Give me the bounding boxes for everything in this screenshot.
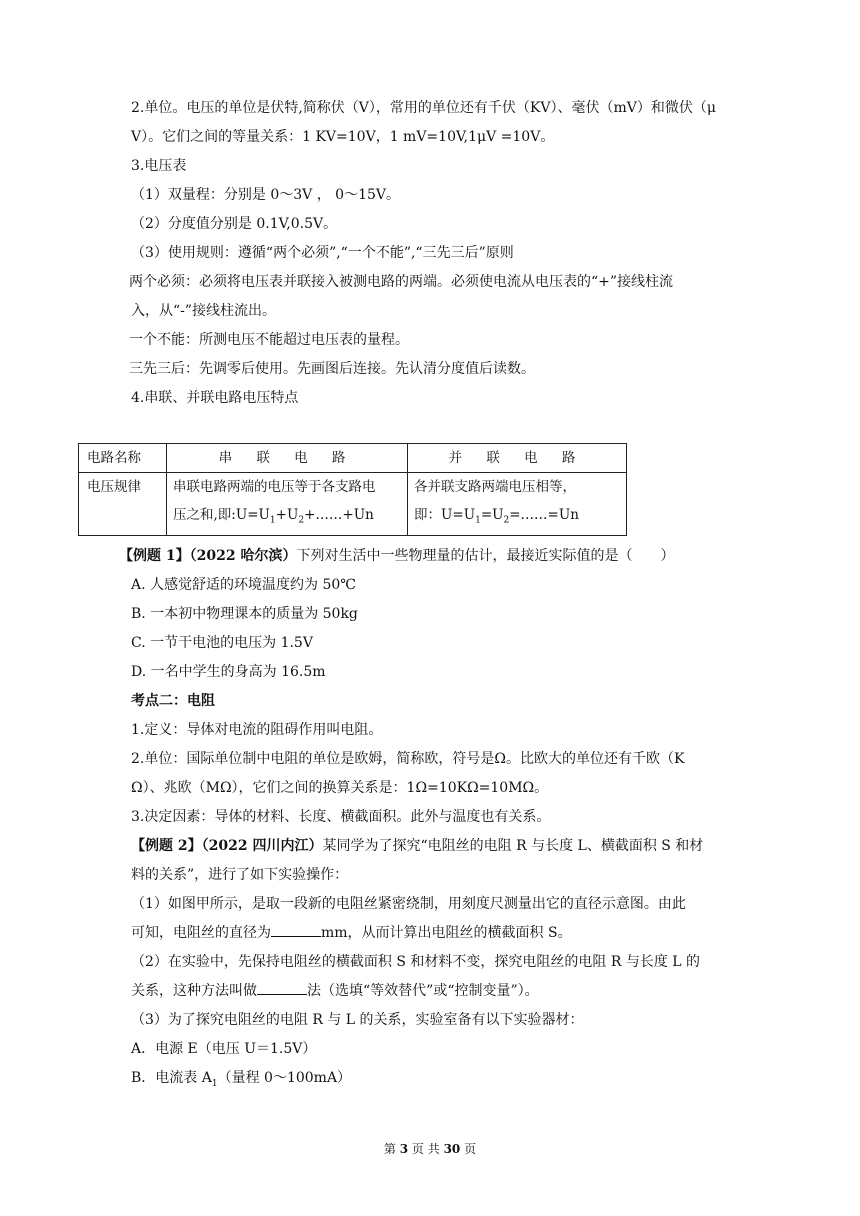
example1-option-c: C. 一节干电池的电压为 1.5V <box>131 635 313 651</box>
subscript-1: 1 <box>475 515 481 526</box>
voltmeter-division: （2）分度值分别是 0.1V,0.5V。 <box>131 216 338 232</box>
example2-q1-line1: （1）如图甲所示，是取一段新的电阻丝紧密绕制，用刻度尺测量出它的直径示意图。由此 <box>131 896 686 912</box>
item-b-text-b: （量程 0～100mA） <box>217 1070 352 1086</box>
voltage-unit-line1: 2.单位。电压的单位是伏特,简称伏（V），常用的单位还有千伏（KV）、毫伏（mV）和微伏（μ <box>131 100 716 116</box>
two-musts-line1: 两个必须：必须将电压表并联接入被测电路的两端。必须使电流从电压表的“+”接线柱流 <box>129 274 674 290</box>
parallel-rule-line1: 各并联支路两端电压相等， <box>414 479 576 495</box>
example1-tag: 【例题 1】（2022 哈尔滨） <box>119 548 297 564</box>
parallel-rule-cell <box>408 473 627 536</box>
footer-text-a: 第 <box>383 1142 396 1156</box>
series-formula-c: +……+Un <box>304 507 374 523</box>
footer-text-c: 页 <box>464 1142 477 1156</box>
example2-q2-line1: （2）在实验中，先保持电阻丝的横截面积 S 和材料不变，探究电阻丝的电阻 R 与长度 L 的 <box>131 954 701 970</box>
table-row-label: 电压规律 <box>79 473 167 536</box>
parallel-formula-b: =U <box>480 507 504 523</box>
resistance-factors: 3.决定因素：导体的材料、长度、横截面积。此外与温度也有关系。 <box>131 809 551 825</box>
footer-text-b: 页 共 <box>411 1142 440 1156</box>
two-musts-line2: 入，从“-”接线柱流出。 <box>131 303 277 319</box>
subscript-1: 1 <box>269 515 276 526</box>
table-header-parallel: 并 联 电 路 <box>408 444 627 473</box>
example1-option-d: D. 一名中学生的身高为 16.5m <box>131 664 326 680</box>
example2-q1-line2 <box>119 919 759 948</box>
example2-tag: 【例题 2】（2022 四川内江） <box>131 838 323 854</box>
equipment-item-b <box>119 1064 759 1099</box>
item-b-text-a: B．电流表 A <box>131 1070 212 1086</box>
resistance-unit-line2: Ω）、兆欧（MΩ），它们之间的换算关系是：1Ω=10KΩ=10MΩ。 <box>131 780 549 796</box>
voltmeter-title: 3.电压表 <box>131 158 187 174</box>
series-parallel-title: 4.串联、并联电路电压特点 <box>131 390 299 406</box>
series-rule-line2 <box>173 501 401 535</box>
q1-text-a: 可知，电阻丝的直径为 <box>131 925 271 941</box>
subscript-1: 1 <box>211 1078 218 1089</box>
q2-text-a: 关系，这种方法叫做 <box>131 983 257 999</box>
example1-text: 下列对生活中一些物理量的估计，最接近实际值的是（ ） <box>296 548 675 564</box>
voltmeter-rules: （3）使用规则：遵循“两个必须”,“一个不能”,“三先三后”原则 <box>131 245 514 261</box>
example2-q2-line2 <box>119 977 759 1006</box>
example1-question <box>119 542 759 571</box>
resistance-definition: 1.定义：导体对电流的阻碍作用叫电阻。 <box>131 722 383 738</box>
example2-intro-line2: 料的关系”，进行了如下实验操作： <box>131 867 349 883</box>
example2-intro: 某同学为了探究“电阻丝的电阻 R 与长度 L、横截面积 S 和材 <box>322 838 704 854</box>
voltage-section <box>131 94 731 413</box>
resistance-title: 考点二：电阻 <box>131 693 215 709</box>
q1-text-b: mm，从而计算出电阻丝的横截面积 S。 <box>321 925 572 941</box>
answer-blank <box>271 922 321 937</box>
subscript-2: 2 <box>503 515 510 526</box>
parallel-formula-c: =……=Un <box>509 507 579 523</box>
series-rule-cell <box>167 473 408 536</box>
page-number: 3 <box>399 1142 409 1156</box>
subscript-2: 2 <box>298 515 305 526</box>
example1-option-b: B. 一本初中物理课本的质量为 50kg <box>131 606 358 622</box>
resistance-unit-line1: 2.单位：国际单位制中电阻的单位是欧姆，简称欧，符号是Ω。比欧大的单位还有千欧（K <box>131 751 685 767</box>
example1-option-a: A. 人感觉舒适的环境温度约为 50℃ <box>131 577 356 593</box>
voltage-comparison-table <box>78 443 627 536</box>
table-header-row <box>79 444 627 473</box>
total-pages: 30 <box>443 1142 461 1156</box>
three-first-three-after: 三先三后：先调零后使用。先画图后连接。先认清分度值后读数。 <box>129 361 535 377</box>
one-cannot: 一个不能：所测电压不能超过电压表的量程。 <box>129 332 409 348</box>
table-header-name: 电路名称 <box>79 444 167 473</box>
lower-section <box>119 542 759 1099</box>
page-footer <box>0 1140 860 1157</box>
series-rule-line1: 串联电路两端的电压等于各支路电 <box>173 479 376 495</box>
parallel-rule-line2 <box>414 501 620 535</box>
voltmeter-range: （1）双量程：分别是 0～3V ， 0～15V。 <box>131 187 401 203</box>
equipment-item-a: A．电源 E（电压 U＝1.5V） <box>131 1041 317 1057</box>
parallel-formula-a: 即：U=U <box>414 507 476 523</box>
series-formula-b: +U <box>275 507 299 523</box>
answer-blank <box>257 980 307 995</box>
q2-text-b: 法（选填“等效替代”或“控制变量”）。 <box>307 983 539 999</box>
example2-intro-line1 <box>119 832 759 861</box>
example2-q3: （3）为了探究电阻丝的电阻 R 与 L 的关系，实验室备有以下实验器材： <box>131 1012 584 1028</box>
table-header-series: 串 联 电 路 <box>167 444 408 473</box>
voltage-unit-line2: V）。它们之间的等量关系：1 KV=10V，1 mV=10V,1μV =10V。 <box>131 129 555 145</box>
table-row <box>79 473 627 536</box>
series-formula-a: 压之和,即:U=U <box>173 507 270 523</box>
